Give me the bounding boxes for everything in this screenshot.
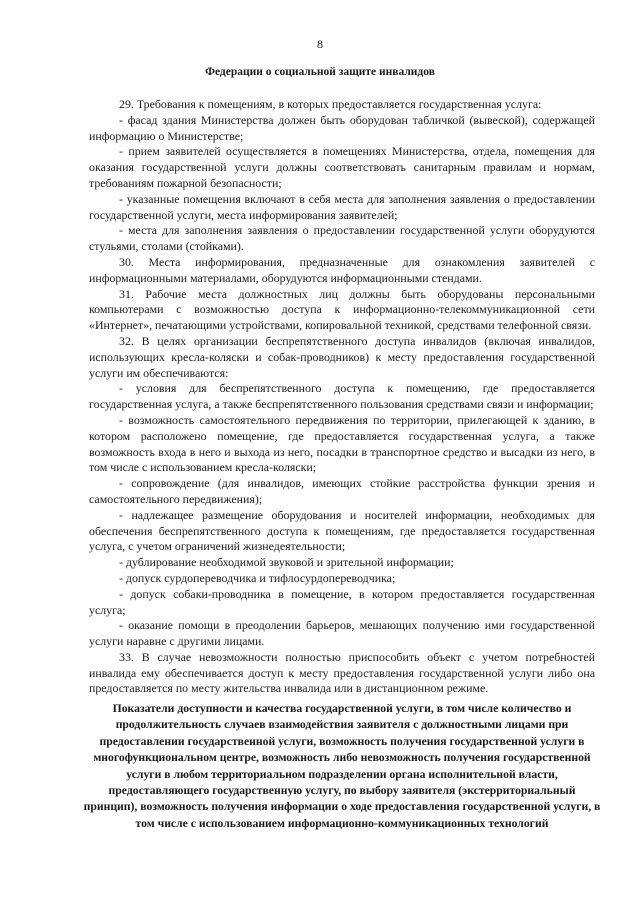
list-item: - допуск сурдопереводчика и тифлосурдопереводчика; [119,570,396,585]
list-item: - оказание помощи в преодолении барьеров, мешающих получению ими государственной услуги наравне с другими лицами. [89,618,595,649]
list-item: - надлежащее размещение оборудования и носителей информации, необходимых для обеспечения беспрепятственного доступа к помещениям, где предоставляется государственная услуга, с учетом ограничений жизнедеятельности; [89,507,595,554]
list-item: - фасад здания Министерства должен быть оборудован табличкой (вывеской), содержащей информацию о Министерстве; [89,112,595,143]
section-heading-text: Показатели доступности и качества государственной услуги, в том числе количество и продолжительность случаев взаимодействия заявителя с должностными лицами при предоставлении государственной услуги, возможность получения государственной услуги в многофункциональном центре, возможность либо невозможность получения государственной услуги в любом территориальном подразделении органа исполнительной власти, предоставляющего государственную услугу, по выбору заявителя (экстерриториальный принцип), возможность получения информации о ходе предоставления государственной услуги, в том числе с использованием информационно-коммуникационных технологий [83,702,601,830]
section-heading [83,701,601,832]
list-item: - места для заполнения заявления о предоставлении государственной услуги оборудуются стульями, столами (стойками). [89,223,595,254]
paragraph-31: 31. Рабочие места должностных лиц должны быть оборудованы персональными компьютерами с возможностью доступа к информационно-телекоммуникационной сети «Интернет», печатающими устройствами, копировальной техникой, средствами телефонной связи. [89,286,595,333]
list-item: - допуск собаки-проводника в помещение, в котором предоставляется государственная услуга; [89,586,595,617]
body-text [89,97,595,697]
paragraph-30: 30. Места информирования, предназначенные для ознакомления заявителей с информационными материалами, оборудуются информационными стендами. [89,254,595,285]
list-item: - возможность самостоятельного передвижения по территории, прилегающей к зданию, в котором расположено помещение, где предоставляется государственная услуга, а также возможность входа в него и выхода из него, посадки в транспортное средство и высадки из него, в том числе с использованием кресла-коляски; [89,412,595,475]
list-item: - сопровождение (для инвалидов, имеющих стойкие расстройства функции зрения и самостоятельного передвижения); [89,476,595,506]
paragraph-32: 32. В целях организации беспрепятственного доступа инвалидов (включая инвалидов, использующих кресла-коляски и собак-проводников) к месту предоставления государственной услуги им обеспечиваются: [89,333,595,380]
paragraph-29: 29. Требования к помещениям, в которых предоставляется государственная услуга: [119,97,542,111]
list-item: - указанные помещения включают в себя места для заполнения заявления о предоставлении государственной услуги, места информирования заявителей; [89,191,595,222]
page-number: 8 [317,37,323,51]
list-item: - дублирование необходимой звуковой и зрительной информации; [119,555,454,570]
running-header: Федерации о социальной защите инвалидов [205,66,435,78]
list-item: - условия для беспрепятственного доступа к помещению, где предоставляется государственная услуга, а также беспрепятственного пользования средствами связи и информации; [89,381,595,412]
list-item: - прием заявителей осуществляется в помещениях Министерства, отдела, помещения для оказания государственной услуги должны соответствовать санитарным правилам и нормам, требованиям пожарной безопасности; [89,144,595,190]
paragraph-33: 33. В случае невозможности полностью приспособить объект с учетом потребностей инвалида ему обеспечивается доступ к месту предоставления государственной услуги либо она предоставляется по месту жительства инвалида или в дистанционном режиме. [89,649,595,696]
